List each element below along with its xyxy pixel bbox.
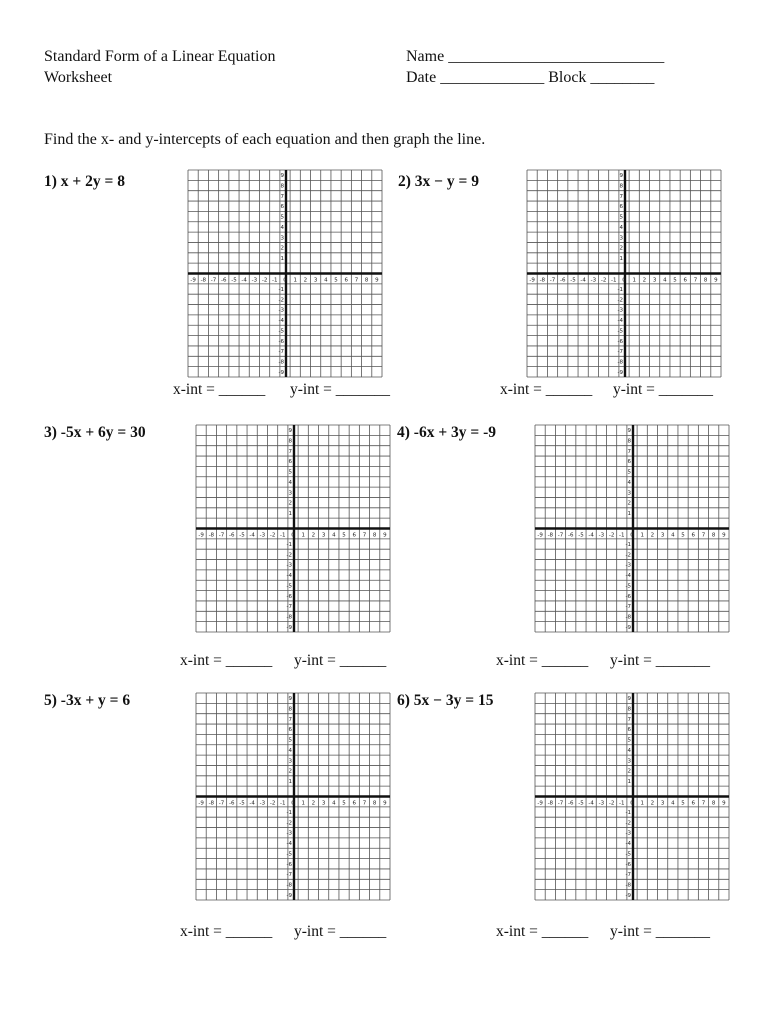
problem-4-grid[interactable]	[535, 425, 729, 632]
problem-4-equation: 4) -6x + 3y = -9	[397, 424, 497, 441]
x-tick-label: 4	[332, 800, 336, 807]
y-tick-label: 9	[288, 428, 292, 435]
date-block-field[interactable]: Date _____________ Block ________	[406, 69, 655, 86]
y-tick-label: -9	[286, 892, 292, 899]
problem-3-xint[interactable]: x-int = ______	[180, 652, 273, 669]
x-tick-label: 7	[701, 532, 706, 539]
x-tick-label: -3	[598, 532, 605, 539]
x-tick-label: 2	[642, 277, 647, 284]
y-tick-label: 7	[280, 193, 284, 200]
x-tick-label: -4	[249, 532, 255, 539]
x-tick-label: -4	[588, 532, 594, 539]
y-tick-label: 2	[288, 768, 292, 775]
y-tick-label: -2	[286, 552, 292, 559]
y-tick-label: -5	[625, 583, 631, 590]
x-tick-label: 1	[301, 800, 305, 807]
y-tick-label: -8	[286, 882, 292, 889]
x-tick-label: -4	[588, 800, 594, 807]
y-tick-label: 1	[619, 255, 623, 262]
x-tick-label: 6	[691, 532, 696, 539]
y-tick-label: -1	[625, 810, 631, 817]
problem-2-equation: 2) 3x − y = 9	[398, 173, 479, 190]
x-tick-label: 0	[283, 277, 287, 284]
x-tick-label: 0	[630, 800, 634, 807]
x-tick-label: 2	[311, 532, 316, 539]
x-tick-label: 4	[663, 277, 667, 284]
y-tick-label: -3	[625, 830, 631, 837]
y-tick-label: 6	[288, 727, 292, 734]
x-tick-label: -5	[570, 277, 576, 284]
y-tick-label: -5	[286, 851, 292, 858]
x-tick-label: -9	[198, 800, 204, 807]
y-tick-label: -4	[625, 841, 631, 848]
problem-6-grid[interactable]	[535, 693, 729, 900]
y-tick-label: 9	[627, 696, 631, 703]
x-tick-label: 1	[293, 277, 297, 284]
x-tick-label: -7	[218, 800, 225, 807]
x-tick-label: 2	[303, 277, 308, 284]
y-tick-label: 3	[288, 758, 292, 765]
y-tick-label: 2	[288, 500, 292, 507]
instructions: Find the x- and y-intercepts of each equation and then graph the line.	[44, 131, 486, 148]
x-tick-label: 8	[372, 800, 377, 807]
x-tick-label: -6	[228, 800, 235, 807]
y-tick-label: 6	[627, 459, 631, 466]
x-tick-label: 0	[630, 532, 634, 539]
y-tick-label: -5	[286, 583, 292, 590]
x-tick-label: 5	[342, 532, 346, 539]
problem-6-yint[interactable]: y-int = _______	[610, 923, 711, 940]
y-tick-label: -7	[625, 872, 631, 879]
x-tick-label: -1	[280, 532, 286, 539]
problem-1-yint[interactable]: y-int = _______	[290, 381, 391, 398]
y-tick-label: -4	[286, 841, 292, 848]
x-tick-label: 8	[364, 277, 369, 284]
y-tick-label: -2	[286, 820, 292, 827]
y-tick-label: 9	[280, 173, 284, 180]
x-tick-label: -1	[619, 800, 625, 807]
y-tick-label: -8	[625, 882, 631, 889]
problem-5-equation: 5) -3x + y = 6	[44, 692, 131, 709]
x-tick-label: 6	[691, 800, 696, 807]
x-tick-label: -2	[269, 800, 276, 807]
y-tick-label: 6	[619, 204, 623, 211]
x-tick-label: 8	[711, 800, 716, 807]
y-tick-label: 5	[627, 737, 631, 744]
x-tick-label: -5	[239, 800, 245, 807]
x-tick-label: 7	[362, 800, 367, 807]
y-tick-label: 3	[627, 490, 631, 497]
y-tick-label: 1	[627, 510, 631, 517]
x-tick-label: -3	[590, 277, 597, 284]
x-tick-label: -1	[611, 277, 617, 284]
x-tick-label: 4	[671, 532, 675, 539]
x-tick-label: -9	[529, 277, 535, 284]
y-tick-label: 1	[288, 778, 292, 785]
y-tick-label: 7	[627, 716, 631, 723]
x-tick-label: 9	[722, 800, 726, 807]
x-tick-label: 3	[321, 800, 326, 807]
y-tick-label: 8	[627, 706, 631, 713]
x-tick-label: -4	[241, 277, 247, 284]
x-tick-label: -5	[239, 532, 245, 539]
problem-5-yint[interactable]: y-int = ______	[294, 923, 387, 940]
y-tick-label: 5	[288, 737, 292, 744]
x-tick-label: -9	[190, 277, 196, 284]
x-tick-label: 8	[372, 532, 377, 539]
y-tick-label: 2	[280, 245, 284, 252]
student-info	[406, 46, 664, 88]
y-tick-label: -7	[286, 872, 292, 879]
y-tick-label: -9	[625, 892, 631, 899]
x-tick-label: 3	[660, 800, 665, 807]
y-tick-label: -9	[278, 369, 284, 376]
title-line-1: Standard Form of a Linear Equation	[44, 48, 276, 65]
title-line-2: Worksheet	[44, 69, 113, 86]
y-tick-label: -8	[625, 614, 631, 621]
y-tick-label: 4	[627, 479, 631, 486]
x-tick-label: -9	[198, 532, 204, 539]
y-tick-label: -1	[286, 810, 292, 817]
y-tick-label: -3	[286, 830, 292, 837]
y-tick-label: -4	[617, 318, 623, 325]
x-tick-label: 7	[701, 800, 706, 807]
x-tick-label: 0	[622, 277, 626, 284]
x-tick-label: -3	[259, 532, 266, 539]
y-tick-label: 8	[280, 183, 284, 190]
x-tick-label: 0	[291, 800, 295, 807]
x-tick-label: -5	[578, 532, 584, 539]
x-tick-label: 3	[321, 532, 326, 539]
x-tick-label: 5	[673, 277, 677, 284]
x-tick-label: 9	[375, 277, 379, 284]
y-tick-label: -7	[278, 349, 284, 356]
y-tick-label: -9	[625, 624, 631, 631]
x-tick-label: 3	[660, 532, 665, 539]
x-tick-label: -8	[547, 532, 554, 539]
y-tick-label: 4	[288, 479, 292, 486]
y-tick-label: 7	[288, 716, 292, 723]
x-tick-label: 3	[652, 277, 657, 284]
y-tick-label: 4	[619, 224, 623, 231]
y-tick-label: -6	[286, 593, 292, 600]
x-tick-label: 5	[342, 800, 346, 807]
x-tick-label: 9	[714, 277, 718, 284]
y-tick-label: 1	[288, 510, 292, 517]
x-tick-label: 4	[671, 800, 675, 807]
y-tick-label: 1	[280, 255, 284, 262]
x-tick-label: -3	[598, 800, 605, 807]
y-tick-label: -3	[278, 307, 284, 314]
problem-2-yint[interactable]: y-int = _______	[613, 381, 714, 398]
x-tick-label: -2	[261, 277, 268, 284]
y-tick-label: 8	[619, 183, 623, 190]
y-tick-label: 4	[627, 747, 631, 754]
x-tick-label: -1	[272, 277, 278, 284]
x-tick-label: 4	[324, 277, 328, 284]
y-tick-label: -3	[617, 307, 623, 314]
problem-6-equation: 6) 5x − 3y = 15	[397, 692, 494, 709]
problem-1-grid[interactable]	[188, 170, 382, 377]
y-tick-label: -7	[286, 604, 292, 611]
name-field[interactable]: Name ___________________________	[406, 48, 665, 65]
x-tick-label: 2	[650, 532, 655, 539]
x-tick-label: 3	[313, 277, 318, 284]
y-tick-label: -5	[625, 851, 631, 858]
y-tick-label: 5	[288, 469, 292, 476]
y-tick-label: 5	[627, 469, 631, 476]
y-tick-label: -6	[625, 593, 631, 600]
x-tick-label: -6	[220, 277, 227, 284]
y-tick-label: -6	[625, 861, 631, 868]
problem-3-equation: 3) -5x + 6y = 30	[44, 424, 146, 441]
x-tick-label: -8	[547, 800, 554, 807]
x-tick-label: -9	[537, 800, 543, 807]
problem-2-grid[interactable]	[527, 170, 721, 377]
y-tick-label: -1	[617, 287, 623, 294]
x-tick-label: 9	[383, 800, 387, 807]
x-tick-label: -6	[567, 800, 574, 807]
problem-4-yint[interactable]: y-int = _______	[610, 652, 711, 669]
y-tick-label: 2	[627, 768, 631, 775]
y-tick-label: 6	[280, 204, 284, 211]
y-tick-label: 4	[280, 224, 284, 231]
y-tick-label: -6	[278, 338, 284, 345]
y-tick-label: 7	[627, 448, 631, 455]
y-tick-label: -2	[617, 297, 623, 304]
y-tick-label: -9	[617, 369, 623, 376]
y-tick-label: -7	[617, 349, 623, 356]
x-tick-label: 9	[722, 532, 726, 539]
y-tick-label: 3	[280, 235, 284, 242]
x-tick-label: -8	[208, 532, 215, 539]
x-tick-label: -4	[580, 277, 586, 284]
x-tick-label: 8	[703, 277, 708, 284]
x-tick-label: -8	[200, 277, 207, 284]
x-tick-label: 5	[681, 532, 685, 539]
x-tick-label: 4	[332, 532, 336, 539]
x-tick-label: -6	[559, 277, 566, 284]
x-tick-label: 1	[632, 277, 636, 284]
x-tick-label: 5	[334, 277, 338, 284]
y-tick-label: -1	[625, 542, 631, 549]
problem-5-xint[interactable]: x-int = ______	[180, 923, 273, 940]
x-tick-label: 6	[344, 277, 349, 284]
y-tick-label: 8	[288, 438, 292, 445]
x-tick-label: 6	[352, 800, 357, 807]
y-tick-label: -4	[286, 573, 292, 580]
problem-1-xint[interactable]: x-int = ______	[173, 381, 266, 398]
y-tick-label: -9	[286, 624, 292, 631]
y-tick-label: 7	[288, 448, 292, 455]
y-tick-label: 9	[619, 173, 623, 180]
y-tick-label: -1	[278, 287, 284, 294]
x-tick-label: -3	[251, 277, 258, 284]
x-tick-label: -3	[259, 800, 266, 807]
y-tick-label: -4	[278, 318, 284, 325]
y-tick-label: 4	[288, 747, 292, 754]
x-tick-label: 8	[711, 532, 716, 539]
y-tick-label: 6	[288, 459, 292, 466]
y-tick-label: -5	[278, 328, 284, 335]
y-tick-label: -5	[617, 328, 623, 335]
problem-5-grid[interactable]	[196, 693, 390, 900]
x-tick-label: 5	[681, 800, 685, 807]
x-tick-label: -2	[608, 800, 615, 807]
x-tick-label: 1	[301, 532, 305, 539]
x-tick-label: 2	[650, 800, 655, 807]
x-tick-label: -8	[539, 277, 546, 284]
x-tick-label: 1	[640, 800, 644, 807]
problem-1-equation: 1) x + 2y = 8	[44, 173, 125, 190]
problem-4-xint[interactable]: x-int = ______	[496, 652, 589, 669]
x-tick-label: 9	[383, 532, 387, 539]
y-tick-label: 5	[280, 214, 284, 221]
y-tick-label: 3	[288, 490, 292, 497]
y-tick-label: -1	[286, 542, 292, 549]
x-tick-label: -2	[608, 532, 615, 539]
y-tick-label: 3	[619, 235, 623, 242]
y-tick-label: -6	[617, 338, 623, 345]
problem-3-grid[interactable]	[196, 425, 390, 632]
x-tick-label: 6	[352, 532, 357, 539]
x-tick-label: 7	[362, 532, 367, 539]
y-tick-label: 8	[288, 706, 292, 713]
x-tick-label: -2	[269, 532, 276, 539]
y-tick-label: -8	[617, 359, 623, 366]
x-tick-label: -9	[537, 532, 543, 539]
y-tick-label: 9	[627, 428, 631, 435]
y-tick-label: -2	[278, 297, 284, 304]
x-tick-label: -5	[578, 800, 584, 807]
y-tick-label: -7	[625, 604, 631, 611]
problem-2-xint[interactable]: x-int = ______	[500, 381, 593, 398]
x-tick-label: -8	[208, 800, 215, 807]
y-tick-label: 1	[627, 778, 631, 785]
x-tick-label: 7	[354, 277, 359, 284]
y-tick-label: -8	[278, 359, 284, 366]
y-tick-label: -3	[625, 562, 631, 569]
y-tick-label: 5	[619, 214, 623, 221]
y-tick-label: 8	[627, 438, 631, 445]
x-tick-label: -4	[249, 800, 255, 807]
x-tick-label: -2	[600, 277, 607, 284]
x-tick-label: -7	[549, 277, 556, 284]
y-tick-label: -8	[286, 614, 292, 621]
y-tick-label: 2	[627, 500, 631, 507]
x-tick-label: -7	[210, 277, 217, 284]
x-tick-label: -7	[218, 532, 225, 539]
y-tick-label: 7	[619, 193, 623, 200]
x-tick-label: -1	[280, 800, 286, 807]
x-tick-label: 0	[291, 532, 295, 539]
x-tick-label: 2	[311, 800, 316, 807]
y-tick-label: 3	[627, 758, 631, 765]
y-tick-label: -6	[286, 861, 292, 868]
y-tick-label: 2	[619, 245, 623, 252]
x-tick-label: -7	[557, 800, 564, 807]
x-tick-label: -1	[619, 532, 625, 539]
problem-6-xint[interactable]: x-int = ______	[496, 923, 589, 940]
x-tick-label: 7	[693, 277, 698, 284]
x-tick-label: 1	[640, 532, 644, 539]
x-tick-label: -6	[228, 532, 235, 539]
worksheet-title	[44, 46, 276, 88]
problem-3-yint[interactable]: y-int = ______	[294, 652, 387, 669]
y-tick-label: -4	[625, 573, 631, 580]
x-tick-label: -6	[567, 532, 574, 539]
y-tick-label: -2	[625, 820, 631, 827]
y-tick-label: 9	[288, 696, 292, 703]
y-tick-label: -2	[625, 552, 631, 559]
x-tick-label: 6	[683, 277, 688, 284]
x-tick-label: -7	[557, 532, 564, 539]
x-tick-label: -5	[231, 277, 237, 284]
y-tick-label: 6	[627, 727, 631, 734]
y-tick-label: -3	[286, 562, 292, 569]
